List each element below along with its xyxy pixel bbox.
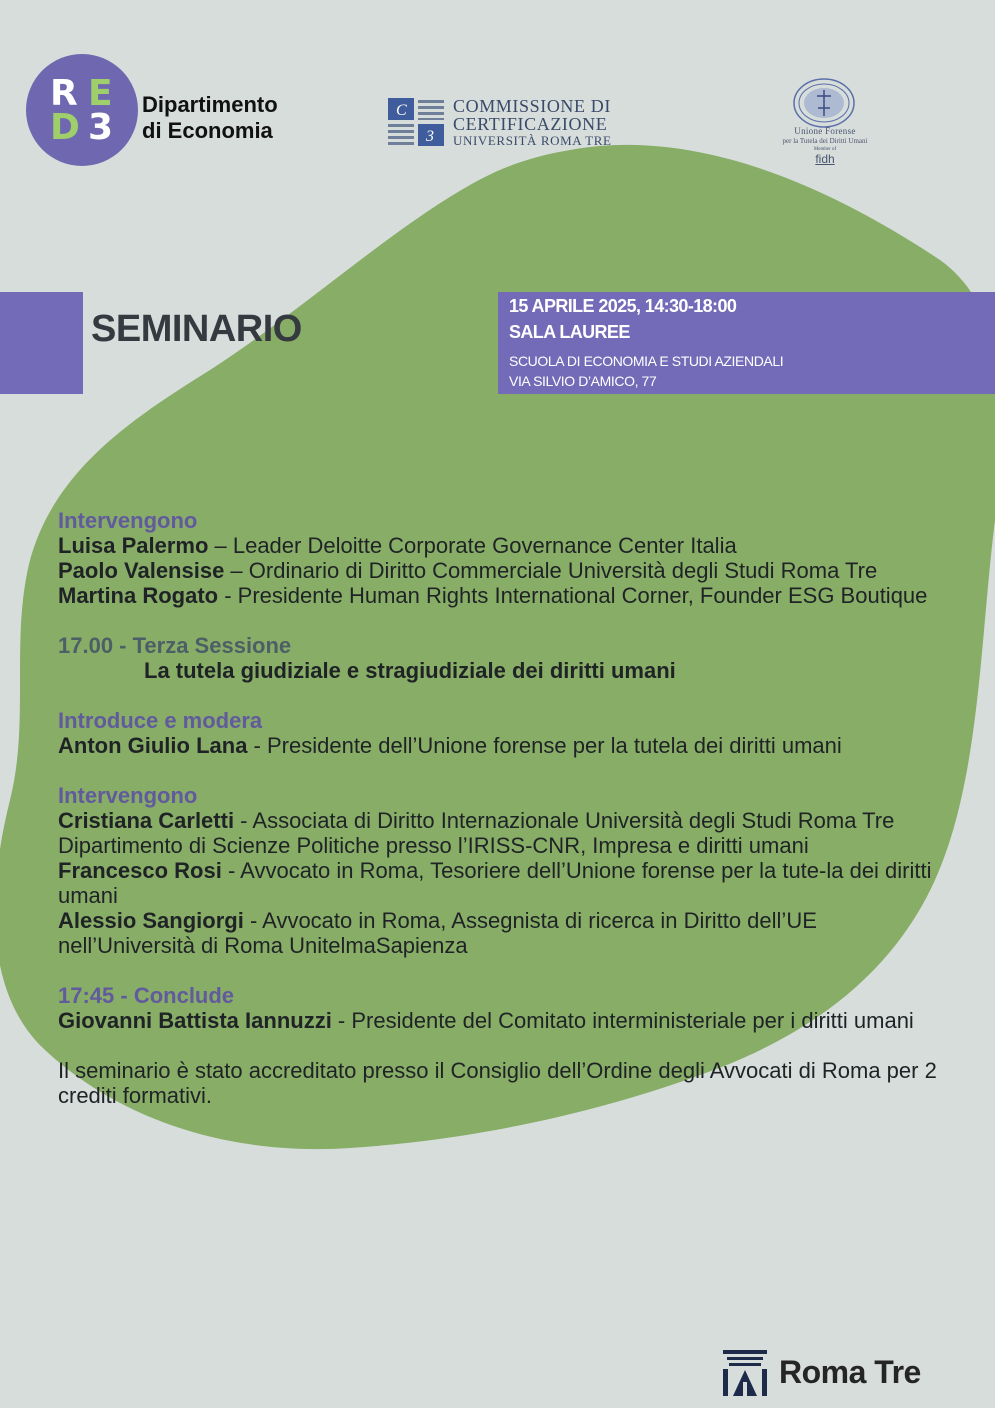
- speaker-entry: [58, 808, 948, 858]
- closing-name: Giovanni Battista Iannuzzi: [58, 1008, 332, 1033]
- speaker-name: Luisa Palermo: [58, 533, 209, 558]
- commission-logo-mark: [388, 98, 444, 146]
- commission-mark-3: 3: [426, 128, 434, 145]
- moderator-heading: Introduce e modera: [58, 708, 263, 733]
- title-accent-bar: [0, 292, 83, 394]
- event-room: SALA LAUREE: [509, 322, 630, 342]
- commission-name: [453, 97, 612, 148]
- department-line-2: di Economia: [142, 118, 273, 143]
- speaker-entry: [58, 583, 948, 608]
- commission-line-2: CERTIFICAZIONE: [453, 114, 608, 134]
- page-title: SEMINARIO: [91, 308, 302, 350]
- event-date-time: 15 APRILE 2025, 14:30-18:00: [509, 296, 737, 316]
- red3-letter-e: E: [88, 73, 113, 114]
- session-time-value: 17.00 -: [58, 633, 133, 658]
- speaker-role: - Avvocato in Roma, Assegnista di ricerca in Diritto dell’UE nell’Università di Roma UnitelmaSapienza: [58, 908, 817, 958]
- red3-letter-d: D: [50, 107, 80, 148]
- speaker-role: - Presidente Human Rights International Corner, Founder ESG Boutique: [218, 583, 928, 608]
- moderator-name: Anton Giulio Lana: [58, 733, 248, 758]
- union-seal-icon: [793, 78, 855, 128]
- event-address: VIA SILVIO D’AMICO, 77: [509, 373, 657, 389]
- red3-letter-r: R: [50, 73, 78, 114]
- moderator-entry: [58, 733, 948, 758]
- union-name: [730, 126, 920, 165]
- union-line-3: Member of: [813, 147, 837, 152]
- closing-role: - Presidente del Comitato interministeriale per i diritti umani: [331, 1008, 914, 1033]
- commission-line-3: UNIVERSITÀ ROMA TRE: [453, 133, 612, 148]
- program: [58, 508, 948, 1108]
- red3-logo: [26, 54, 138, 166]
- speaker-entry: [58, 533, 948, 558]
- speaker-name: Alessio Sangiorgi: [58, 908, 244, 933]
- speakers-heading: Intervengono: [58, 508, 198, 533]
- speaker-entry: [58, 558, 948, 583]
- department-line-1: Dipartimento: [142, 92, 278, 117]
- commission-line-1: COMMISSIONE DI: [453, 96, 611, 116]
- session-label: Terza Sessione: [132, 633, 292, 658]
- session-title: La tutela giudiziale e stragiudiziale dei diritti umani: [144, 658, 676, 683]
- red3-digit-3: 3: [88, 107, 114, 148]
- speaker-entry: [58, 908, 948, 958]
- closing-entry: [58, 1008, 948, 1033]
- speaker-name: Cristiana Carletti: [58, 808, 235, 833]
- speaker-role: - Associata di Diritto Internazionale Università degli Studi Roma Tre Dipartimento di Scienze Politiche presso l’IRISS-CNR, Impresa e diritti umani: [58, 808, 895, 858]
- speaker-entry: [58, 858, 948, 908]
- department-name: [142, 92, 278, 144]
- speaker-role: – Ordinario di Diritto Commerciale Università degli Studi Roma Tre: [224, 558, 878, 583]
- speakers-heading: Intervengono: [58, 783, 198, 808]
- speaker-name: Paolo Valensise: [58, 558, 225, 583]
- roma-tre-logo-icon: [723, 1350, 767, 1396]
- event-info-box: [498, 292, 995, 394]
- closing-time: 17:45 - Conclude: [58, 983, 235, 1008]
- speaker-role: – Leader Deloitte Corporate Governance Center Italia: [208, 533, 737, 558]
- session-time: [58, 633, 948, 658]
- union-line-2: per la Tutela dei Diritti Umani: [782, 137, 868, 145]
- moderator-role: - Presidente dell’Unione forense per la tutela dei diritti umani: [247, 733, 842, 758]
- speaker-name: Martina Rogato: [58, 583, 219, 608]
- fidh-logo-text: fidh: [815, 152, 835, 166]
- commission-mark-c: C: [396, 102, 407, 119]
- speaker-name: Francesco Rosi: [58, 858, 222, 883]
- event-school: SCUOLA DI ECONOMIA E STUDI AZIENDALI: [509, 353, 784, 369]
- accreditation-note: Il seminario è stato accreditato presso il Consiglio dell’Ordine degli Avvocati di Roma per 2 crediti formativi.: [58, 1058, 937, 1108]
- speaker-role: - Avvocato in Roma, Tesoriere dell’Unione forense per la tute-la dei diritti umani: [58, 858, 932, 908]
- union-line-1: Unione Forense: [794, 126, 856, 136]
- roma-tre-logo-text: Roma Tre: [779, 1354, 921, 1390]
